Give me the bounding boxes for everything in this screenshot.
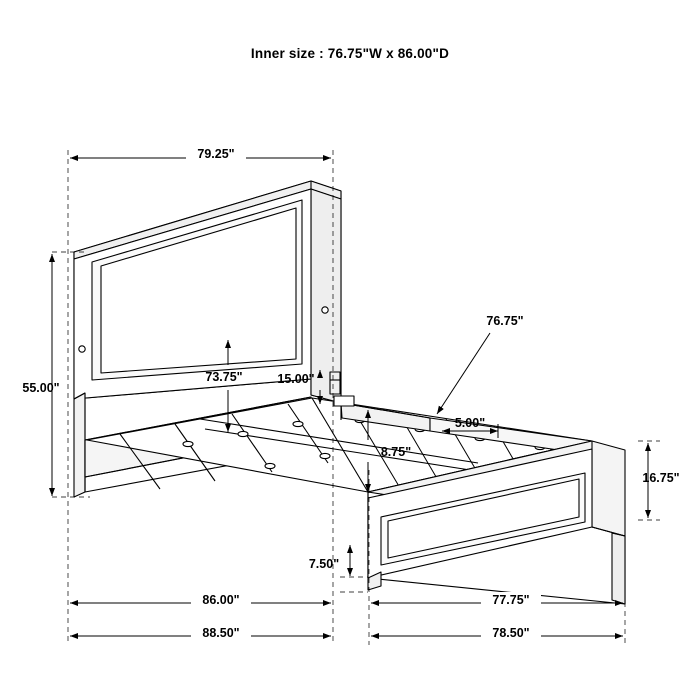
dim-overall-length: 88.50" [202, 626, 240, 640]
dim-headboard-height: 73.75" [205, 370, 243, 384]
dim-overall-height: 55.00" [22, 381, 60, 395]
dim-slat-thickness: 5.00" [454, 416, 486, 430]
dim-clearance: 7.50" [308, 557, 340, 571]
dim-inner-width: 76.75" [486, 314, 524, 328]
dim-headboard-width: 79.25" [197, 147, 235, 161]
dim-deck-height: 8.75" [380, 445, 412, 459]
dim-overall-width: 78.50" [492, 626, 530, 640]
dim-footboard-width: 77.75" [492, 593, 530, 607]
page-title: Inner size : 76.75"W x 86.00"D [250, 46, 450, 61]
bed-geometry [74, 181, 625, 604]
dim-footboard-height: 16.75" [642, 471, 680, 485]
dim-side-length: 86.00" [202, 593, 240, 607]
dim-rail-height: 15.00" [277, 372, 315, 386]
